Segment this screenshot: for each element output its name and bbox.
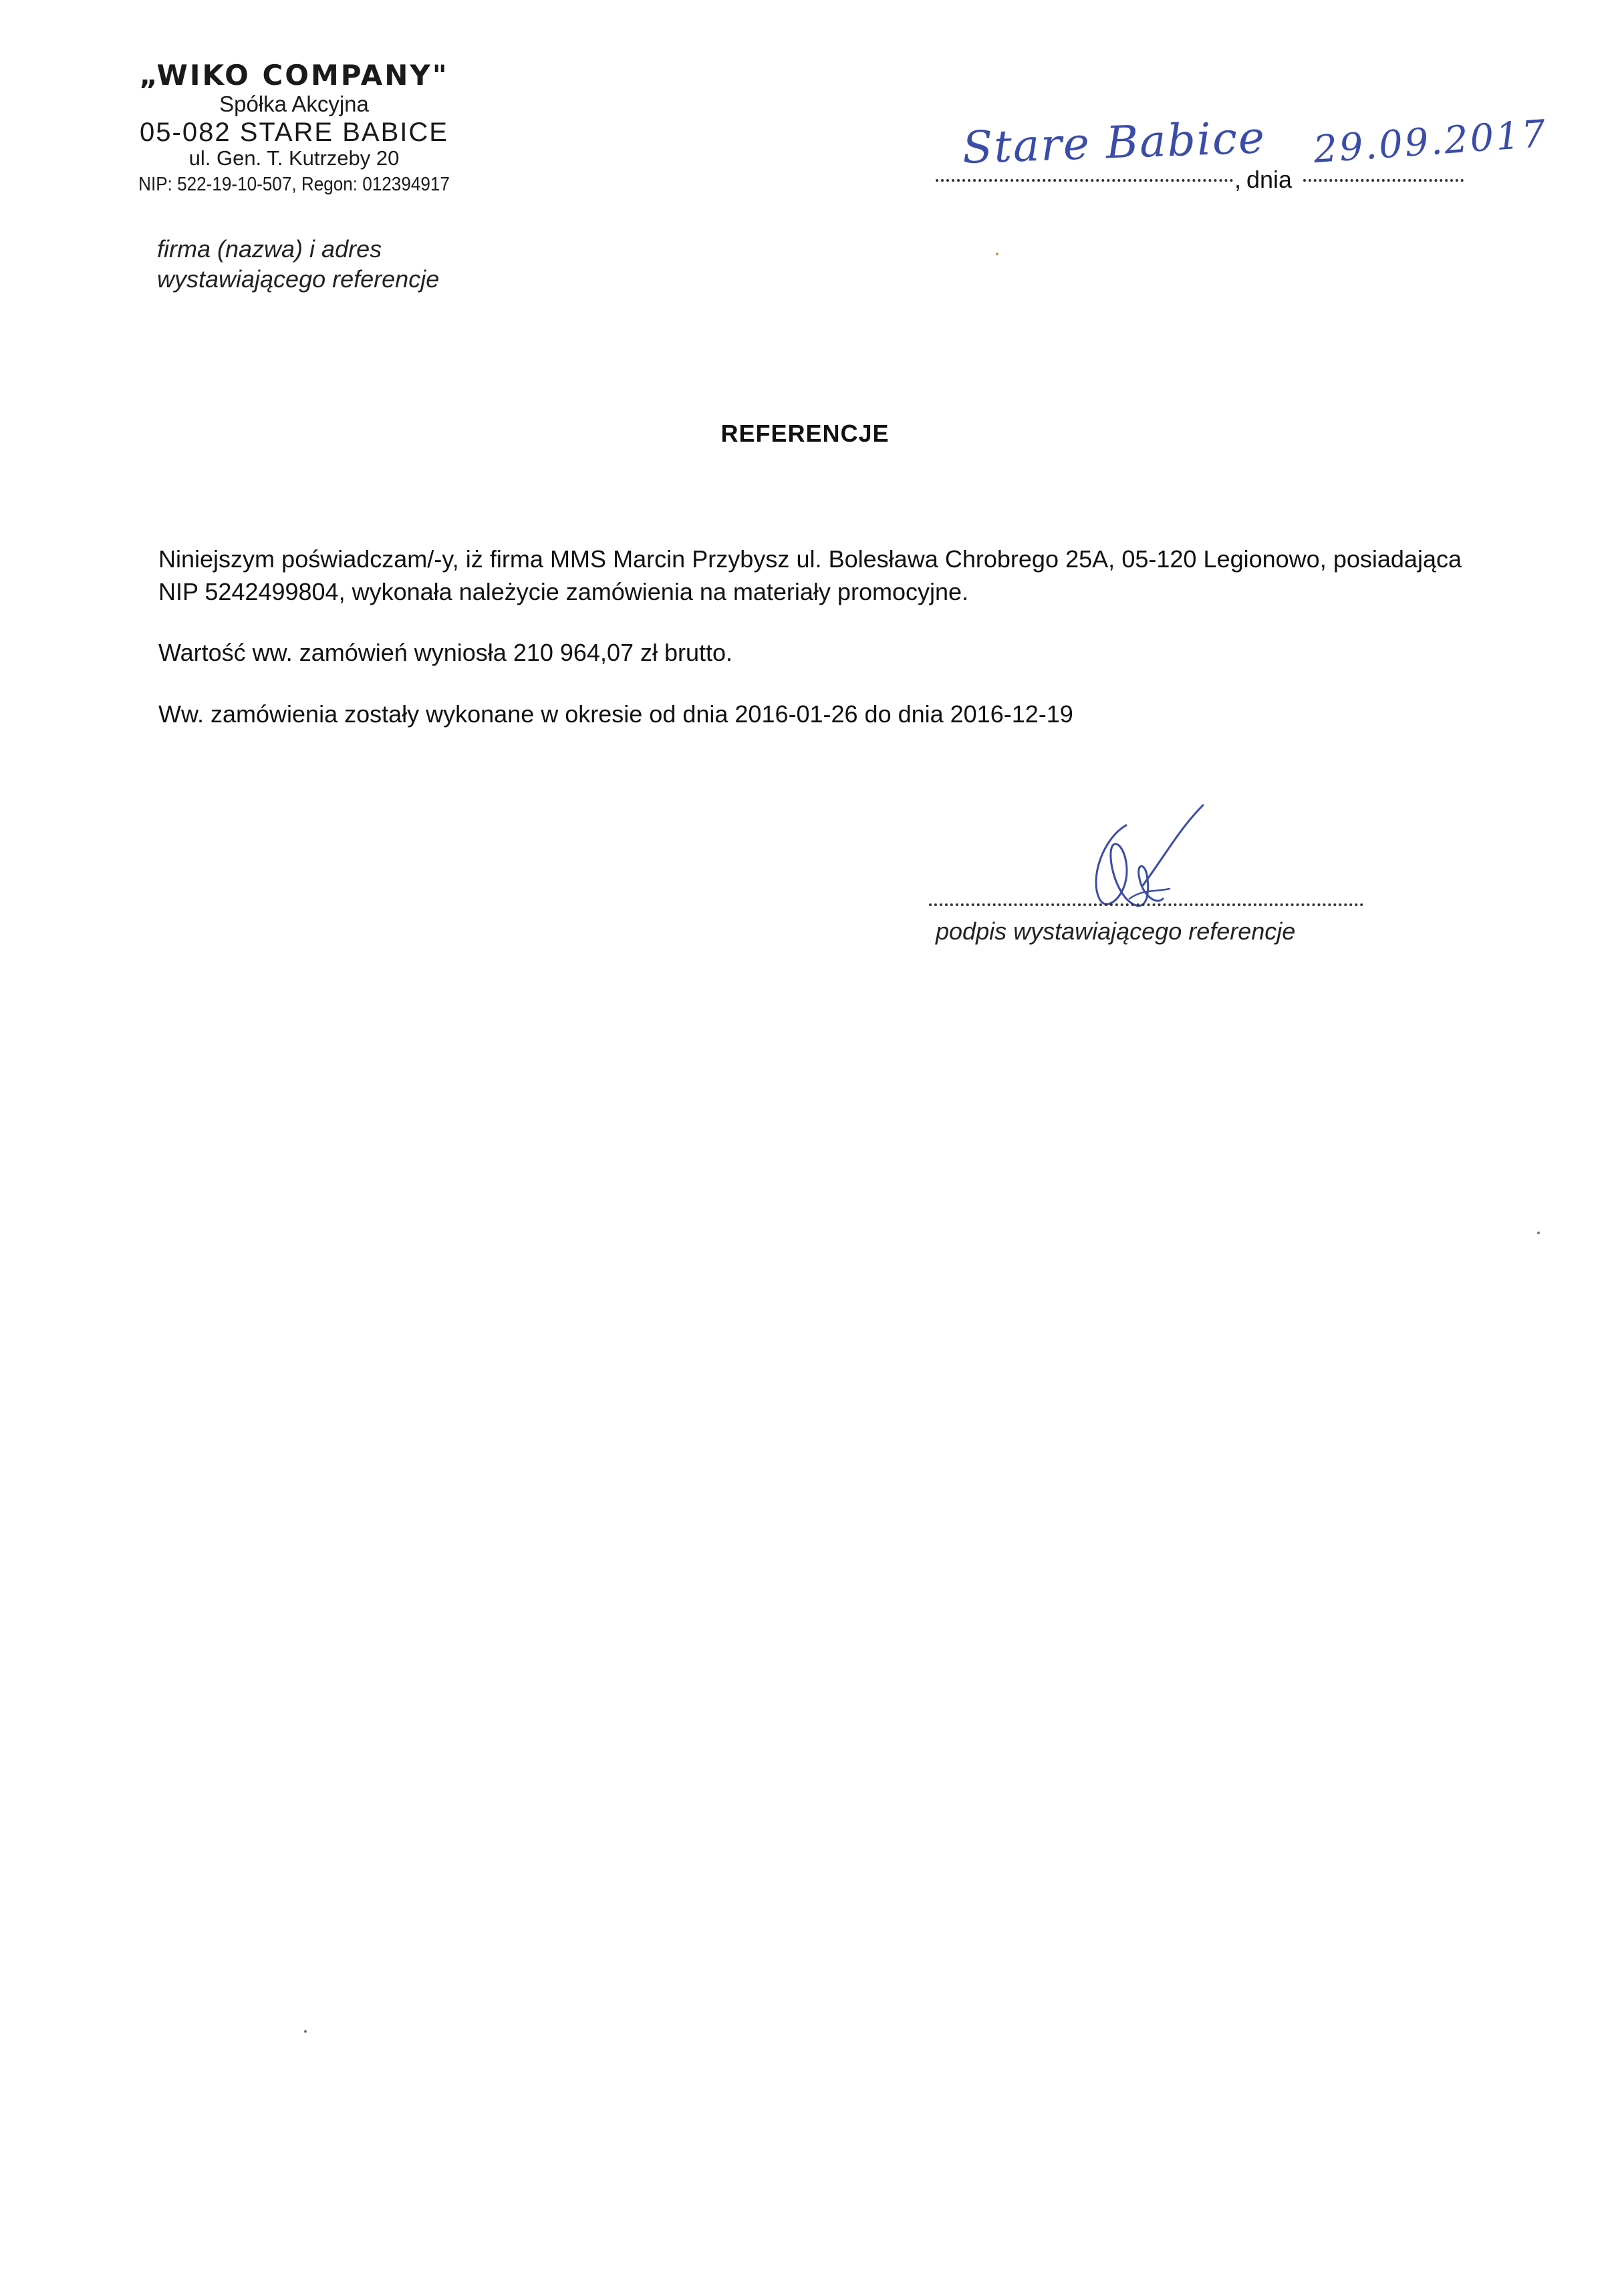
company-stamp [94,60,495,195]
place-comma: , [1234,166,1242,193]
paragraph-period: Ww. zamówienia zostały wykonane w okresie od dnia 2016-01-26 do dnia 2016-12-19 [158,700,1073,728]
dnia-label: dnia [1246,166,1293,193]
document-title: REFERENCJE [720,420,890,447]
date-dotted-line [1303,179,1464,182]
scan-speck [996,253,998,255]
signature-dotted-line [929,903,1363,906]
scan-speck [304,2030,307,2033]
company-type: Spółka Akcyjna [219,92,369,117]
handwritten-date: 29.09.2017 [1312,112,1549,172]
place-dotted-line [936,179,1233,182]
issuer-caption-line1: firma (nazwa) i adres [157,235,382,263]
company-postal-city: 05-082 STARE BABICE [140,118,448,148]
scan-speck [1537,1232,1540,1234]
paragraph-confirmation: Niniejszym poświadczam/-y, iż firma MMS Marcin Przybysz ul. Bolesława Chrobrego 25A, 05-120 Legionowo, posiadająca NIP 5242499804, wykonała należycie zamówienia na materiały promocyjne. [158,545,1462,605]
company-street: ul. Gen. T. Kutrzeby 20 [188,146,400,170]
company-name: „WIKO COMPANY" [139,59,449,92]
handwritten-place: Stare Babice [961,112,1267,174]
issuer-caption-line2: wystawiającego referencje [157,265,440,293]
signature-caption: podpis wystawiającego referencje [936,917,1296,945]
issuer-caption [157,234,439,294]
handwritten-signature [1063,799,1216,925]
company-ids: NIP: 522-19-10-507, Regon: 012394917 [138,173,450,195]
paragraph-value: Wartość ww. zamówień wyniosła 210 964,07 zł brutto. [158,639,733,666]
